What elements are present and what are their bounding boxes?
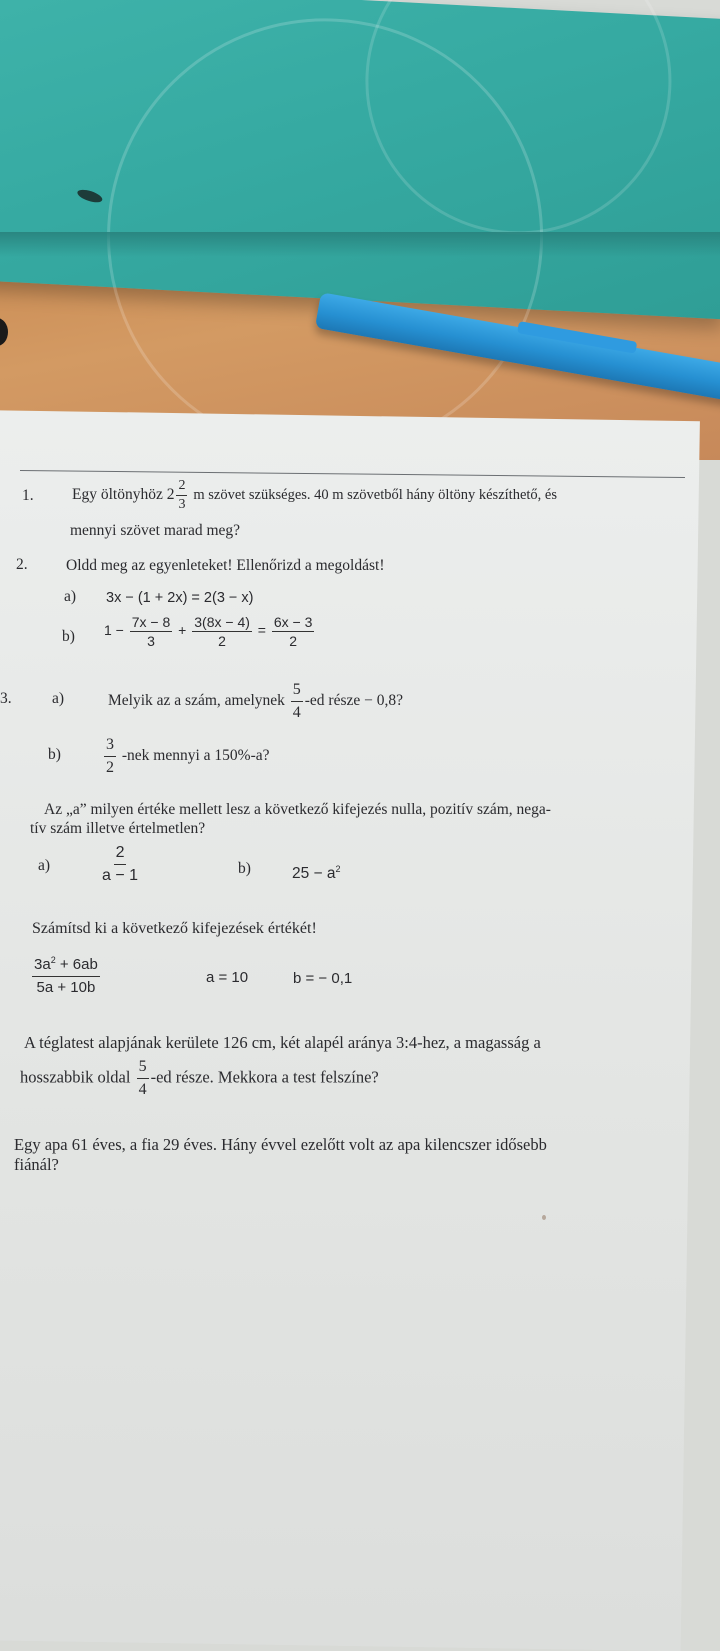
problem-1-number: 1. (22, 487, 34, 504)
problem-7-line-2: fiánál? (14, 1155, 59, 1174)
problem-3-number: 3. (0, 690, 12, 707)
problem-2-number: 2. (16, 556, 28, 573)
problem-1-line-2: mennyi szövet marad meg? (70, 522, 241, 539)
fraction-denominator: 4 (292, 704, 301, 721)
problem-4a-expression (98, 843, 142, 886)
numerator-base: 3a (34, 956, 51, 973)
numerator-rest: + 6ab (55, 956, 98, 973)
fraction-denominator: 2 (218, 633, 226, 649)
problem-2a-equation: 3x − (1 + 2x) = 2(3 − x) (106, 590, 254, 606)
fraction-denominator: 5a + 10b (36, 979, 96, 996)
fraction-denominator: 2 (289, 633, 298, 649)
fraction-numerator: 3 (104, 735, 116, 757)
fraction-numerator: 5 (291, 680, 303, 702)
fraction (291, 680, 303, 723)
fraction-numerator: 3(8x − 4) (194, 614, 250, 630)
problem-3b-label: b) (48, 746, 61, 763)
fraction (130, 614, 173, 649)
fraction-numerator: 7x − 8 (131, 614, 171, 630)
problem-1-text-pre: Egy öltönyhöz 2 (72, 486, 175, 504)
fraction (104, 735, 116, 778)
fraction-numerator (32, 950, 100, 977)
fraction-numerator: 5 (137, 1057, 149, 1079)
problem-5-expression (30, 950, 102, 998)
fraction (272, 614, 315, 649)
mixed-fraction (176, 478, 187, 513)
problem-1-text-post: m szövet szükséges. 40 m szövetből hány öltöny készíthető, és (193, 487, 557, 504)
fraction (137, 1057, 149, 1100)
problem-5-a-value: a = 10 (206, 969, 249, 986)
paper-speck (542, 1215, 546, 1220)
problem-6-pre: hosszabbik oldal (20, 1067, 131, 1087)
fraction-numerator: 2 (114, 843, 127, 865)
problem-2a-label: a) (64, 588, 77, 605)
problem-7-line-1: Egy apa 61 éves, a fia 29 éves. Hány évvel ezelőtt volt az apa kilencszer idősebb (14, 1135, 547, 1154)
worksheet-paper (0, 410, 700, 1651)
problem-3b-text (102, 735, 270, 778)
folder-shadow (0, 232, 720, 257)
exponent: 2 (335, 864, 341, 874)
teal-folder (0, 0, 720, 319)
problem-2b-label: b) (62, 628, 75, 645)
fraction (32, 950, 100, 998)
problem-4-line-2: tív szám illetve értelmetlen? (30, 820, 206, 837)
exponent: 2 (50, 955, 56, 965)
fraction (192, 614, 252, 649)
problem-4a-label: a) (38, 857, 51, 874)
fraction-denominator: 3 (178, 497, 186, 512)
problem-3a-post: -ed része − 0,8? (304, 692, 404, 710)
problem-4-line-1: Az „a” milyen értéke mellett lesz a következő kifejezés nulla, pozitív szám, nega- (44, 801, 551, 818)
problem-6-post: -ed része. Mekkora a test felszíne? (150, 1067, 379, 1087)
fraction (100, 843, 140, 886)
fraction-numerator: 2 (176, 478, 187, 496)
plus-sign: + (178, 622, 187, 639)
fraction-numerator: 6x − 3 (273, 614, 313, 630)
equals-sign: = (257, 622, 266, 639)
problem-6-line-1: A téglatest alapjának kerülete 126 cm, két alapél aránya 3:4-hez, a magasság a (24, 1033, 541, 1052)
problem-2-text: Oldd meg az egyenleteket! Ellenőrizd a megoldást! (66, 557, 385, 574)
problem-5-title: Számítsd ki a következő kifejezések értékét! (32, 920, 317, 937)
expression-base: 25 − a (292, 865, 336, 883)
problem-4b-label: b) (238, 860, 251, 877)
problem-3b-post: -nek mennyi a 150%-a? (121, 747, 270, 765)
fraction-denominator: 4 (138, 1081, 147, 1098)
problem-6-line-2 (20, 1057, 379, 1100)
eq-term: 1 − (104, 622, 124, 639)
problem-3a-text (108, 680, 403, 723)
problem-4b-expression (292, 860, 341, 883)
problem-2b-equation (104, 614, 316, 649)
fraction-denominator: 2 (106, 759, 114, 776)
problem-3a-pre: Melyik az a szám, amelynek (108, 692, 285, 710)
folder-spot (76, 187, 104, 205)
fraction-denominator: 3 (147, 633, 155, 649)
problem-5-b-value: b = − 0,1 (293, 970, 353, 987)
problem-3a-label: a) (52, 690, 65, 707)
fraction-denominator: a − 1 (102, 867, 139, 884)
problem-1-line-1 (72, 478, 557, 513)
